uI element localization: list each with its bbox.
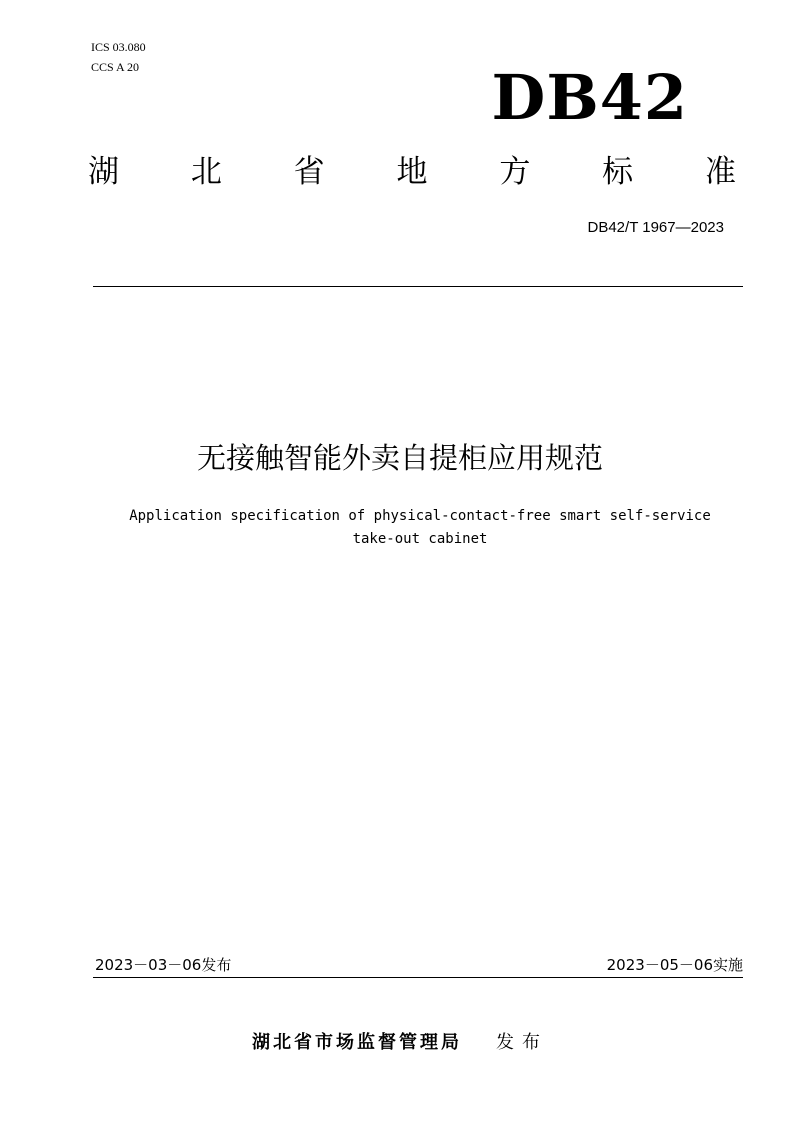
standard-type-char: 方 <box>499 154 531 190</box>
standard-type-char: 湖 <box>88 154 119 190</box>
standard-type-char: 省 <box>293 154 325 190</box>
standard-type-char: 地 <box>396 154 428 190</box>
publish-date: 2023－03－06发布 <box>95 956 232 974</box>
standard-type-char: 标 <box>602 154 634 190</box>
footer-divider <box>93 977 743 978</box>
issuer-name: 湖北省市场监督管理局 <box>252 1032 462 1053</box>
title-chinese: 无接触智能外卖自提柜应用规范 <box>196 441 603 475</box>
issuer-line <box>0 1031 800 1055</box>
ccs-code: CCS A 20 <box>91 60 140 74</box>
standard-number: DB42/T 1967—2023 <box>587 219 724 236</box>
standard-code: DB42 <box>491 61 688 134</box>
implement-date: 2023－05－06实施 <box>606 956 743 974</box>
ics-code: ICS 03.080 <box>91 40 146 54</box>
standard-type-char: 北 <box>190 154 222 190</box>
header-divider <box>93 286 743 287</box>
standard-type-char: 准 <box>704 154 736 190</box>
standard-type-heading <box>88 152 736 192</box>
title-english: Application specification of physical-contact-free smart self-service take-out cabinet <box>129 508 711 547</box>
issuer-action: 发布 <box>496 1032 548 1053</box>
